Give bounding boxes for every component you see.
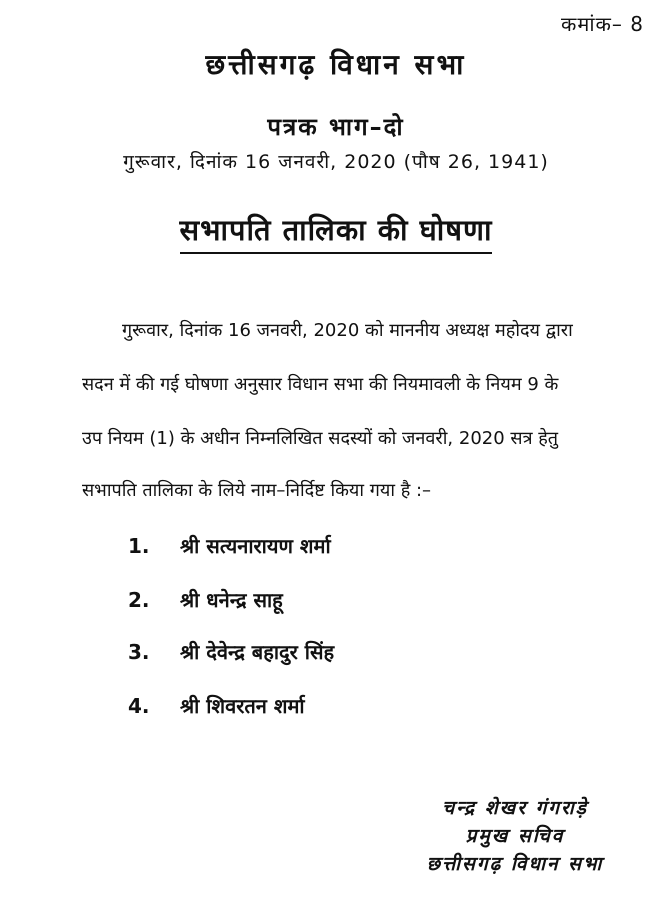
member-number: 4. (128, 694, 150, 718)
assembly-title: छत्तीसगढ़ विधान सभा (205, 48, 467, 81)
member-name: श्री शिवरतन शर्मा (180, 694, 305, 718)
member-number: 3. (128, 640, 150, 664)
member-number: 1. (128, 534, 150, 558)
paragraph-line: सदन में की गई घोषणा अनुसार विधान सभा की नियमावली के नियम 9 के (82, 374, 559, 395)
bulletin-part: पत्रक भाग–दो (267, 113, 405, 141)
member-list-item (128, 692, 305, 719)
paragraph-line: गुरूवार, दिनांक 16 जनवरी, 2020 को माननीय अध्यक्ष महोदय द्वारा (122, 320, 573, 341)
member-list-item (128, 532, 331, 559)
announcement-heading (0, 210, 672, 254)
member-list-item (128, 638, 334, 665)
member-name: श्री सत्यनारायण शर्मा (180, 534, 331, 558)
member-list-item (128, 586, 283, 613)
member-name: श्री देवेन्द्र बहादुर सिंह (180, 640, 335, 664)
signatory-name: चन्द्र शेखर गंगराड़े (442, 797, 588, 819)
member-number: 2. (128, 588, 150, 612)
signatory-designation: प्रमुख सचिव (465, 825, 565, 847)
announcement-heading-text: सभापति तालिका की घोषणा (180, 210, 493, 254)
serial-number: कमांक– 8 (561, 12, 644, 36)
member-name: श्री धनेन्द्र साहू (180, 588, 283, 612)
signatory-office: छत्तीसगढ़ विधान सभा (426, 853, 604, 875)
paragraph-line: उप नियम (1) के अधीन निम्नलिखित सदस्यों को जनवरी, 2020 सत्र हेतु (82, 428, 559, 449)
paragraph-line: सभापति तालिका के लिये नाम–निर्दिष्ट किया गया है :– (82, 480, 432, 501)
date-line: गुरूवार, दिनांक 16 जनवरी, 2020 (पौष 26, 1941) (123, 151, 549, 173)
